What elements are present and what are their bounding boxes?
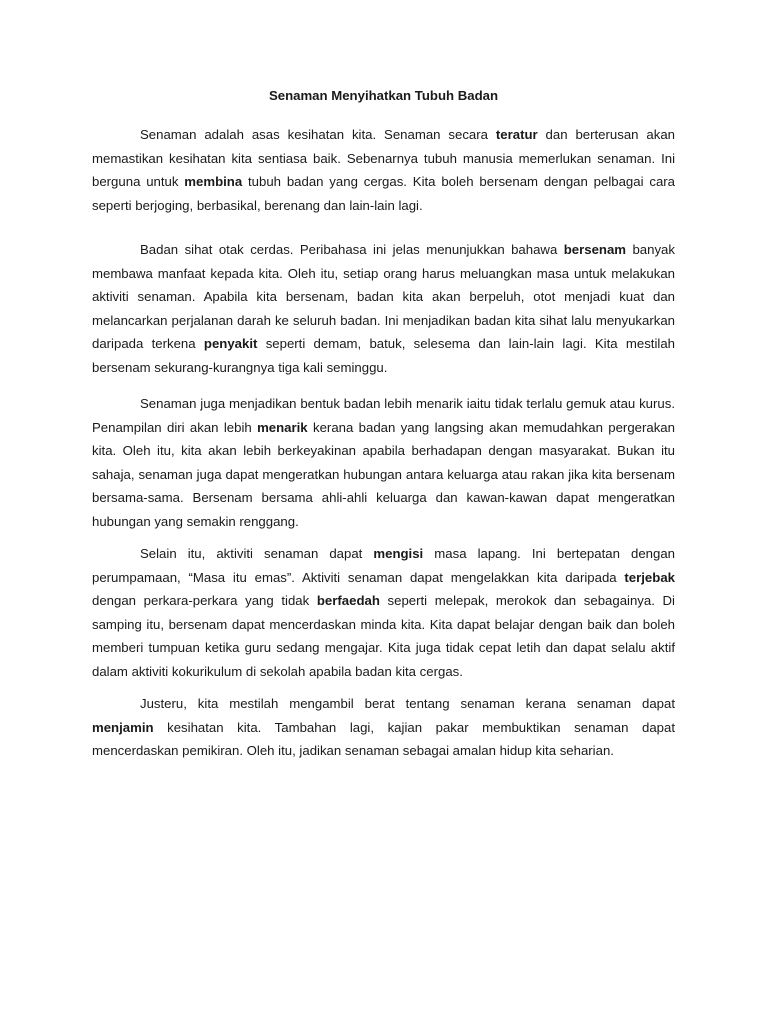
text-run: dengan perkara-perkara yang tidak (92, 593, 317, 608)
text-run: kerana badan yang langsing akan memudahkan pergerakan kita. Oleh itu, kita akan lebih berkeyakinan apabila berhadapan dengan masyarakat. Bukan itu sahaja, senaman juga dapat mengeratkan hubungan antara keluarga atau rakan jika kita bersenam bersama-sama. Bersenam bersama ahli-ahli keluarga dan kawan-kawan dapat mengeratkan hubungan yang semakin renggang. (92, 419, 675, 529)
paragraph-2 (92, 238, 675, 379)
text-run: kesihatan kita. Tambahan lagi, kajian pakar membuktikan senaman dapat mencerdaskan pemikiran. Oleh itu, jadikan senaman sebagai amalan hidup kita seharian. (92, 719, 675, 758)
bold-keyword: menarik (257, 419, 308, 435)
document-page (92, 86, 675, 763)
paragraph-5 (92, 692, 675, 763)
bold-keyword: teratur (495, 127, 538, 142)
bold-keyword: menjamin (92, 719, 154, 735)
paragraph-4 (92, 542, 675, 683)
text-run: seperti demam, batuk, selesema dan lain-lain lagi. Kita mestilah bersenam sekurang-kurangnya tiga kali seminggu. (92, 336, 675, 375)
text-run: Senaman adalah asas kesihatan kita. Senaman secara (140, 127, 496, 142)
bold-keyword: mengisi (373, 546, 424, 561)
bold-keyword: penyakit (203, 336, 258, 351)
text-run: Justeru, kita mestilah mengambil berat tentang senaman kerana senaman dapat (140, 696, 675, 711)
document-title: Senaman Menyihatkan Tubuh Badan (268, 88, 499, 103)
text-run: seperti melepak, merokok dan sebagainya. Di samping itu, bersenam dapat mencerdaskan minda kita. Kita dapat belajar dengan baik dan boleh memberi tumpuan ketika guru sedang mengajar. Kita juga tidak cepat letih dan dapat selalu aktif dalam aktiviti kokurikulum di sekolah apabila badan kita cergas. (92, 593, 675, 679)
paragraph-1 (92, 123, 675, 217)
bold-keyword: terjebak (624, 569, 675, 585)
text-run: Senaman juga menjadikan bentuk badan lebih menarik iaitu tidak terlalu gemuk atau kurus. Penampilan diri akan lebih (92, 396, 675, 435)
text-run: masa lapang. Ini bertepatan dengan perumpamaan, “Masa itu emas”. Aktiviti senaman dapat mengelakkan kita daripada (92, 546, 675, 585)
bold-keyword: berfaedah (316, 593, 380, 608)
text-run: tubuh badan yang cergas. Kita boleh bersenam dengan pelbagai cara seperti berjoging, berbasikal, berenang dan lain-lain lagi. (92, 174, 675, 213)
paragraph-3 (92, 392, 675, 533)
text-run: Selain itu, aktiviti senaman dapat (140, 546, 374, 561)
bold-keyword: membina (184, 174, 243, 189)
text-run: Badan sihat otak cerdas. Peribahasa ini jelas menunjukkan bahawa (140, 242, 564, 257)
text-run: dan berterusan akan memastikan kesihatan kita sentiasa baik. Sebenarnya tubuh manusia memerlukan senaman. Ini berguna untuk (92, 127, 675, 189)
text-run: banyak membawa manfaat kepada kita. Oleh itu, setiap orang harus meluangkan masa untuk melakukan aktiviti senaman. Apabila kita bersenam, badan kita akan berpeluh, otot menjadi kuat dan melancarkan perjalanan darah ke seluruh badan. Ini menjadikan badan kita sihat lalu menyukarkan daripada terkena (92, 242, 675, 351)
bold-keyword: bersenam (563, 242, 627, 257)
